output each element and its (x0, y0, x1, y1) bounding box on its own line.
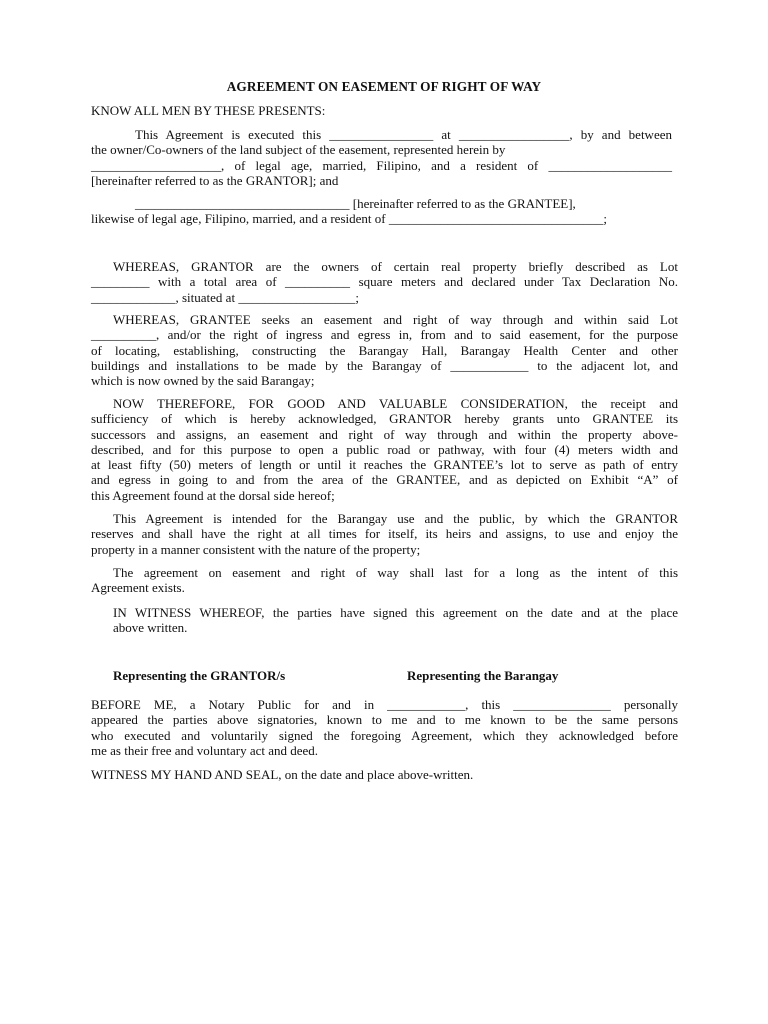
document-title: AGREEMENT ON EASEMENT OF RIGHT OF WAY (226, 79, 542, 94)
now-therefore-line-2: sufficiency of which is hereby acknowledged, GRANTOR hereby grants unto GRANTEE its (91, 411, 678, 427)
grantee-paragraph (91, 196, 672, 227)
intended-use-line-2: reserves and shall have the right at all times for itself, its heirs and assigns, to use and enjoy the (91, 526, 678, 542)
notary-line-3: who executed and voluntarily signed the foregoing Agreement, which they acknowledged before (91, 727, 678, 743)
now-therefore-line-5: at least fifty (50) meters of length or until it reaches the GRANTEE’s lot to serve as path of entry (91, 457, 678, 473)
now-therefore-line-4: described, and for this purpose to open a public road or pathway, with four (4) meters width and (91, 441, 678, 457)
now-therefore-line-7: this Agreement found at the dorsal side hereof; (91, 487, 335, 503)
duration-line-2: Agreement exists. (91, 580, 185, 596)
now-therefore-line-1: NOW THEREFORE, FOR GOOD AND VALUABLE CONSIDERATION, the receipt and (113, 396, 678, 411)
duration-line-1: The agreement on easement and right of way shall last for a long as the intent of this (113, 565, 678, 580)
whereas-grantor-line-2: _________ with a total area of __________ square meters and declared under Tax Declaration No. (91, 274, 678, 290)
notary-line-2: appeared the parties above signatories, known to me and to me known to be the same persons (91, 712, 678, 728)
whereas-grantee-paragraph (91, 312, 678, 388)
whereas-grantor-line-1: WHEREAS, GRANTOR are the owners of certain real property briefly described as Lot (113, 259, 678, 274)
witness-line-2: above written. (113, 620, 188, 636)
now-therefore-line-3: successors and assigns, an easement and right of way through and within the property above- (91, 426, 678, 442)
intro-line: KNOW ALL MEN BY THESE PRESENTS: (91, 103, 326, 118)
witness-paragraph (113, 605, 678, 636)
notary-paragraph (91, 697, 678, 758)
whereas-grantor-line-3: _____________, situated at __________________; (91, 289, 359, 305)
execution-line-2: the owner/Co-owners of the land subject of the easement, represented herein by (91, 142, 506, 158)
intended-use-paragraph (91, 511, 678, 557)
whereas-grantor-paragraph (91, 259, 678, 305)
grantee-line-1: _________________________________ [hereinafter referred to as the GRANTEE], (135, 196, 576, 211)
whereas-grantee-line-3: of locating, establishing, constructing the Barangay Hall, Barangay Health Center and other (91, 342, 678, 358)
execution-line-1: This Agreement is executed this ________________ at _________________, by and between (135, 127, 672, 142)
intended-use-line-1: This Agreement is intended for the Barangay use and the public, by which the GRANTOR (113, 511, 678, 526)
now-therefore-paragraph (91, 396, 678, 503)
notary-line-1: BEFORE ME, a Notary Public for and in ____________, this _______________ personally (91, 697, 678, 712)
grantor-signature-heading: Representing the GRANTOR/s (113, 668, 286, 683)
whereas-grantee-line-4: buildings and installations to be made by the Barangay of ____________ to the adjacent lot, and (91, 357, 678, 373)
duration-paragraph (91, 565, 678, 596)
grantee-line-2: likewise of legal age, Filipino, married, and a resident of _________________________________; (91, 211, 607, 227)
execution-line-4: [hereinafter referred to as the GRANTOR]; and (91, 172, 339, 188)
whereas-grantee-line-1: WHEREAS, GRANTEE seeks an easement and right of way through and within said Lot (113, 312, 678, 327)
whereas-grantee-line-5: which is now owned by the said Barangay; (91, 373, 315, 389)
witness-line-1: IN WITNESS WHEREOF, the parties have signed this agreement on the date and at the place (113, 605, 678, 620)
now-therefore-line-6: and egress in going to and from the area of the GRANTEE, and as depicted on Exhibit “A” of (91, 472, 678, 488)
whereas-grantee-line-2: __________, and/or the right of ingress and egress in, from and to said easement, for the purpose (91, 327, 678, 343)
execution-paragraph (91, 127, 672, 188)
barangay-signature-heading: Representing the Barangay (407, 668, 559, 683)
intended-use-line-3: property in a manner consistent with the nature of the property; (91, 541, 421, 557)
notary-line-4: me as their free and voluntary act and deed. (91, 742, 319, 758)
execution-line-3: ____________________, of legal age, married, Filipino, and a resident of ___________________ (91, 157, 672, 173)
seal-line: WITNESS MY HAND AND SEAL, on the date and place above-written. (91, 767, 474, 782)
